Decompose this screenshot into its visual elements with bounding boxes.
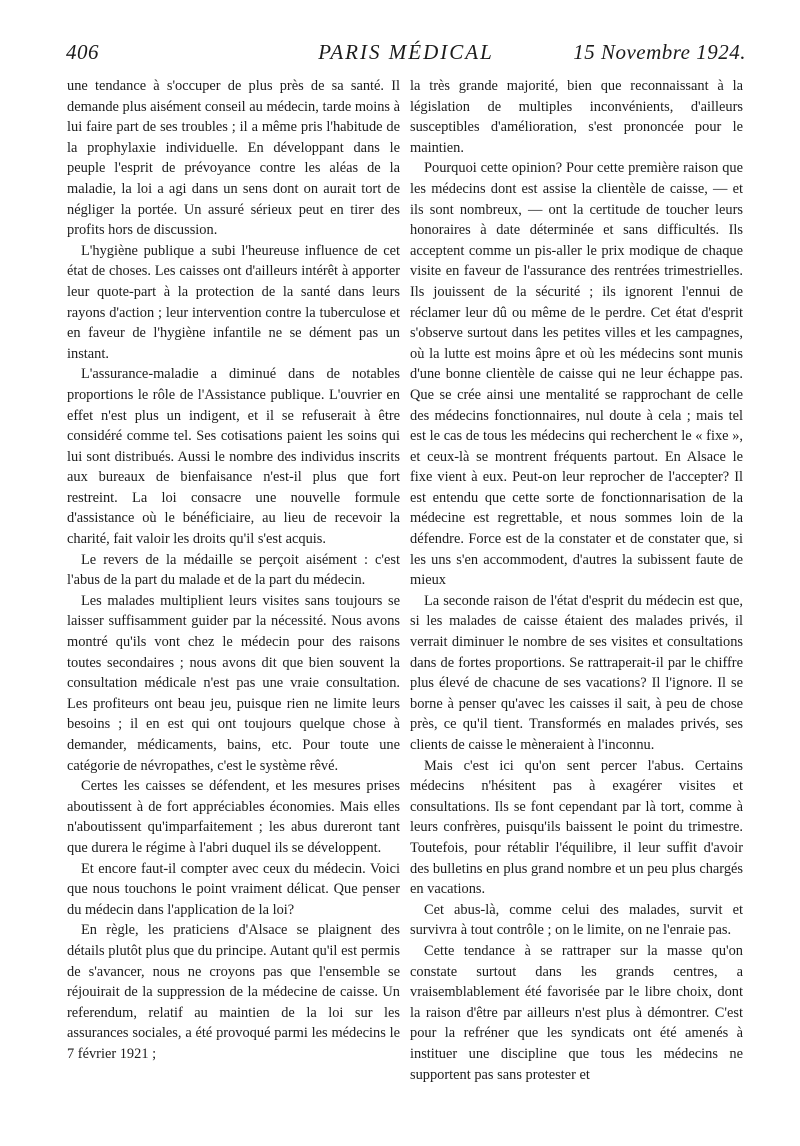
paragraph: Et encore faut-il compter avec ceux du médecin. Voici que nous touchons le point vraiment délicat. Que penser du médecin dans l'application de la loi? — [67, 860, 400, 918]
paragraph: En règle, les praticiens d'Alsace se plaignent des détails plutôt plus que du principe. Autant qu'il est permis de s'avancer, nous ne croyons pas que l'ensemble se réjouirait de la suppression de la médecine de caisse. Un referendum, relatif au maintien de la loi sur les assurances sociales, a été provoqué parmi les médecins le 7 février 1921 ; — [67, 922, 400, 1062]
paragraph: une tendance à s'occuper de plus près de sa santé. Il demande plus aisément conseil au médecin, tarde moins à lui faire part de ses troubles ; il a même pris l'habitude de la prophylaxie individuelle. En développant dans le peuple l'esprit de prévoyance contre les aléas de la maladie, la loi a agi dans un sens dont on aurait tort de négliger la portée. Un assuré sérieux peut en tirer des profits hors de discussion. — [67, 78, 400, 239]
paragraph: Cet abus-là, comme celui des malades, survit et survivra à tout contrôle ; on le limite, on ne l'enraie pas. — [410, 901, 743, 939]
paragraph: Les malades multiplient leurs visites sans toujours se laisser suffisamment guider par la nécessité. Nous avons montré qu'ils vont chez le médecin pour des raisons toutes secondaires ; nous avons dit que bien souvent la consultation médicale n'est pas une vraie consultation. Les profiteurs ont beau jeu, puisque rien ne limite leurs besoins ; il en est qui ont toujours quelque chose à demander, médicaments, bains, etc. Pour toute une catégorie de névropathes, c'est le système rêvé. — [67, 592, 400, 774]
left-column — [67, 76, 400, 1065]
issue-date: 15 Novembre 1924. — [573, 40, 746, 64]
page-number: 406 — [66, 40, 99, 64]
paragraph: Mais c'est ici qu'on sent percer l'abus. Certains médecins n'hésitent pas à exagérer visites et consultations. Ils se font cependant par là tort, comme à leurs confrères, puisqu'ils baissent le point du trimestre. Toutefois, pour rétablir l'équilibre, il leur suffit d'avoir des bulletins en plus grand nombre et un peu plus chargés en vacations. — [410, 757, 743, 898]
running-header — [66, 40, 746, 68]
journal-title: PARIS MÉDICAL — [318, 40, 494, 64]
paragraph: Cette tendance à se rattraper sur la masse qu'on constate surtout dans les grands centres, a vraisemblablement été favorisée par le libre choix, dont la raison d'être par ailleurs n'est plus à démontrer. C'est pour la refréner que les syndicats ont été amenés à instituer une discipline que tous les médecins ne supportent pas sans protester et — [410, 942, 743, 1083]
paragraph: L'assurance-maladie a diminué dans de notables proportions le rôle de l'Assistance publique. L'ouvrier en effet n'est plus un indigent, et il se refuserait à être considéré comme tel. Ses cotisations paient les soins qui lui sont distribués. Aussi le nombre des individus inscrits aux bureaux de bienfaisance n'est-il plus que fort restreint. La loi consacre une nouvelle formule d'assistance où le bénéficiaire, au lieu de recevoir la charité, fait valoir les droits qu'il s'est acquis. — [67, 366, 400, 548]
paragraph: Le revers de la médaille se perçoit aisément : c'est l'abus de la part du malade et de la part du médecin. — [67, 551, 400, 589]
paragraph: Pourquoi cette opinion? Pour cette première raison que les médecins dont est assise la clientèle de caisse, — et ils sont nombreux, — ont la certitude de toucher leurs honoraires à date déterminée et sans difficultés. Ils acceptent comme un pis-aller le prix modique de chaque visite en faveur de l'assurance des rentrées trimestrielles. Ils jouissent de la sécurité ; ils ignorent l'ennui de réclamer leur dû ou même de le perdre. Cet état d'esprit s'observe surtout dans les petites villes et les campagnes, où la lutte est moins âpre et où les médecins sont munis d'une bonne clientèle de caisse qui ne leur échappe pas. Que se crée ainsi une mentalité se rapprochant de celle des médecins fonctionnaires, nul doute à cela ; mais tel est le cas de tous les médecins qui recherchent le « fixe », et ceux-là se montrent fréquents partout. En Alsace le fixe vient à eux. Peut-on leur reprocher de l'accepter? Il est entendu que cette sorte de fonctionnarisation de la médecine est regrettable, et nous sommes loin de la défendre. Force est de la constater et de constater que, si les uns s'en accommodent, d'autres la subissent faute de mieux — [410, 160, 743, 589]
right-column — [410, 76, 743, 1085]
paragraph: La seconde raison de l'état d'esprit du médecin est que, si les malades de caisse étaient des malades privés, il verrait diminuer le nombre de ses visites et consultations dans de fortes proportions. Se rattraperait-il par le chiffre plus élevé de chacune de ses vacations? Il l'ignore. Il se borne à penser qu'avec les caisses il sait, à peu de chose près, ce qu'il tient. Transformés en malades privés, ses clients de caisse le mèneraient à l'inconnu. — [410, 592, 743, 753]
paragraph: L'hygiène publique a subi l'heureuse influence de cet état de choses. Les caisses ont d'ailleurs intérêt à apporter leur quote-part à la protection de la santé dans leurs rayons d'action ; leur intervention contre la tuberculose et en faveur de l'hygiène infantile ne se dément pas un instant. — [67, 242, 400, 362]
paragraph: la très grande majorité, bien que reconnaissant à la législation de multiples inconvénients, d'ailleurs susceptibles d'amélioration, s'est prononcée pour le maintien. — [410, 78, 743, 156]
paragraph: Certes les caisses se défendent, et les mesures prises aboutissent à de fort appréciables économies. Mais elles n'aboutissent qu'imparfaitement ; les abus dureront tant que durera le régime à l'abri duquel ils se développent. — [67, 778, 400, 856]
